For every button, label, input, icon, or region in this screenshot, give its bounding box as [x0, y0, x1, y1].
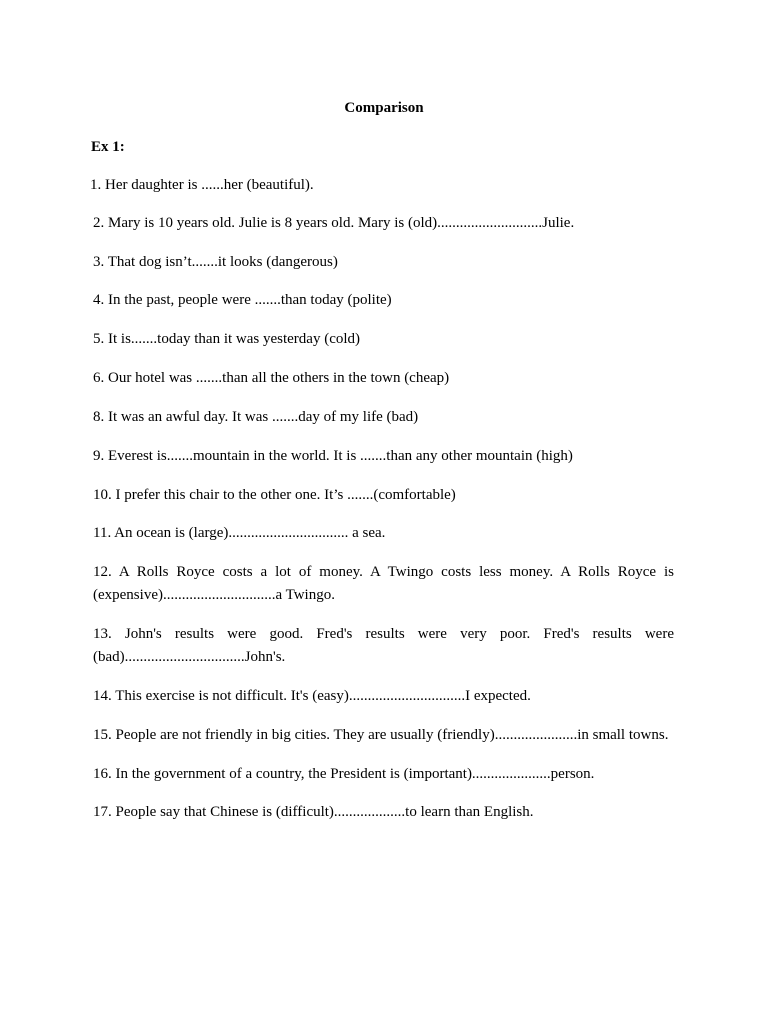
exercise-item-6: 6. Our hotel was .......than all the others in the town (cheap)	[93, 370, 450, 386]
exercise-item-14: 14. This exercise is not difficult. It's (easy)...............................I expected.	[93, 688, 531, 704]
exercise-item-1: 1. Her daughter is ......her (beautiful).	[90, 177, 314, 193]
exercise-item-2: 2. Mary is 10 years old. Julie is 8 years old. Mary is (old)............................Julie.	[93, 215, 575, 231]
exercise-item-5: 5. It is.......today than it was yesterday (cold)	[93, 331, 361, 347]
exercise-item-16: 16. In the government of a country, the President is (important).....................person.	[93, 766, 595, 782]
exercise-item-13: 13. John's results were good. Fred's results were very poor. Fred's results were (bad)................................John's.	[93, 626, 674, 665]
exercise-item-12: 12. A Rolls Royce costs a lot of money. A Twingo costs less money. A Rolls Royce is (expensive)..............................a Twingo.	[93, 564, 674, 603]
exercise-item-15: 15. People are not friendly in big cities. They are usually (friendly)......................in small towns.	[93, 727, 669, 743]
exercise-item-11: 11. An ocean is (large)................................ a sea.	[93, 525, 386, 541]
exercise-item-9: 9. Everest is.......mountain in the world. It is .......than any other mountain (high)	[93, 448, 573, 464]
page-title: Comparison	[344, 100, 424, 116]
exercise-item-3: 3. That dog isn’t.......it looks (dangerous)	[93, 254, 338, 270]
exercise-item-8: 8. It was an awful day. It was .......day of my life (bad)	[93, 409, 419, 425]
exercise-heading: Ex 1:	[91, 139, 125, 155]
exercise-item-17: 17. People say that Chinese is (difficult)...................to learn than English.	[93, 804, 534, 820]
exercise-item-4: 4. In the past, people were .......than today (polite)	[93, 292, 392, 308]
exercise-item-10: 10. I prefer this chair to the other one. It’s .......(comfortable)	[93, 487, 456, 503]
